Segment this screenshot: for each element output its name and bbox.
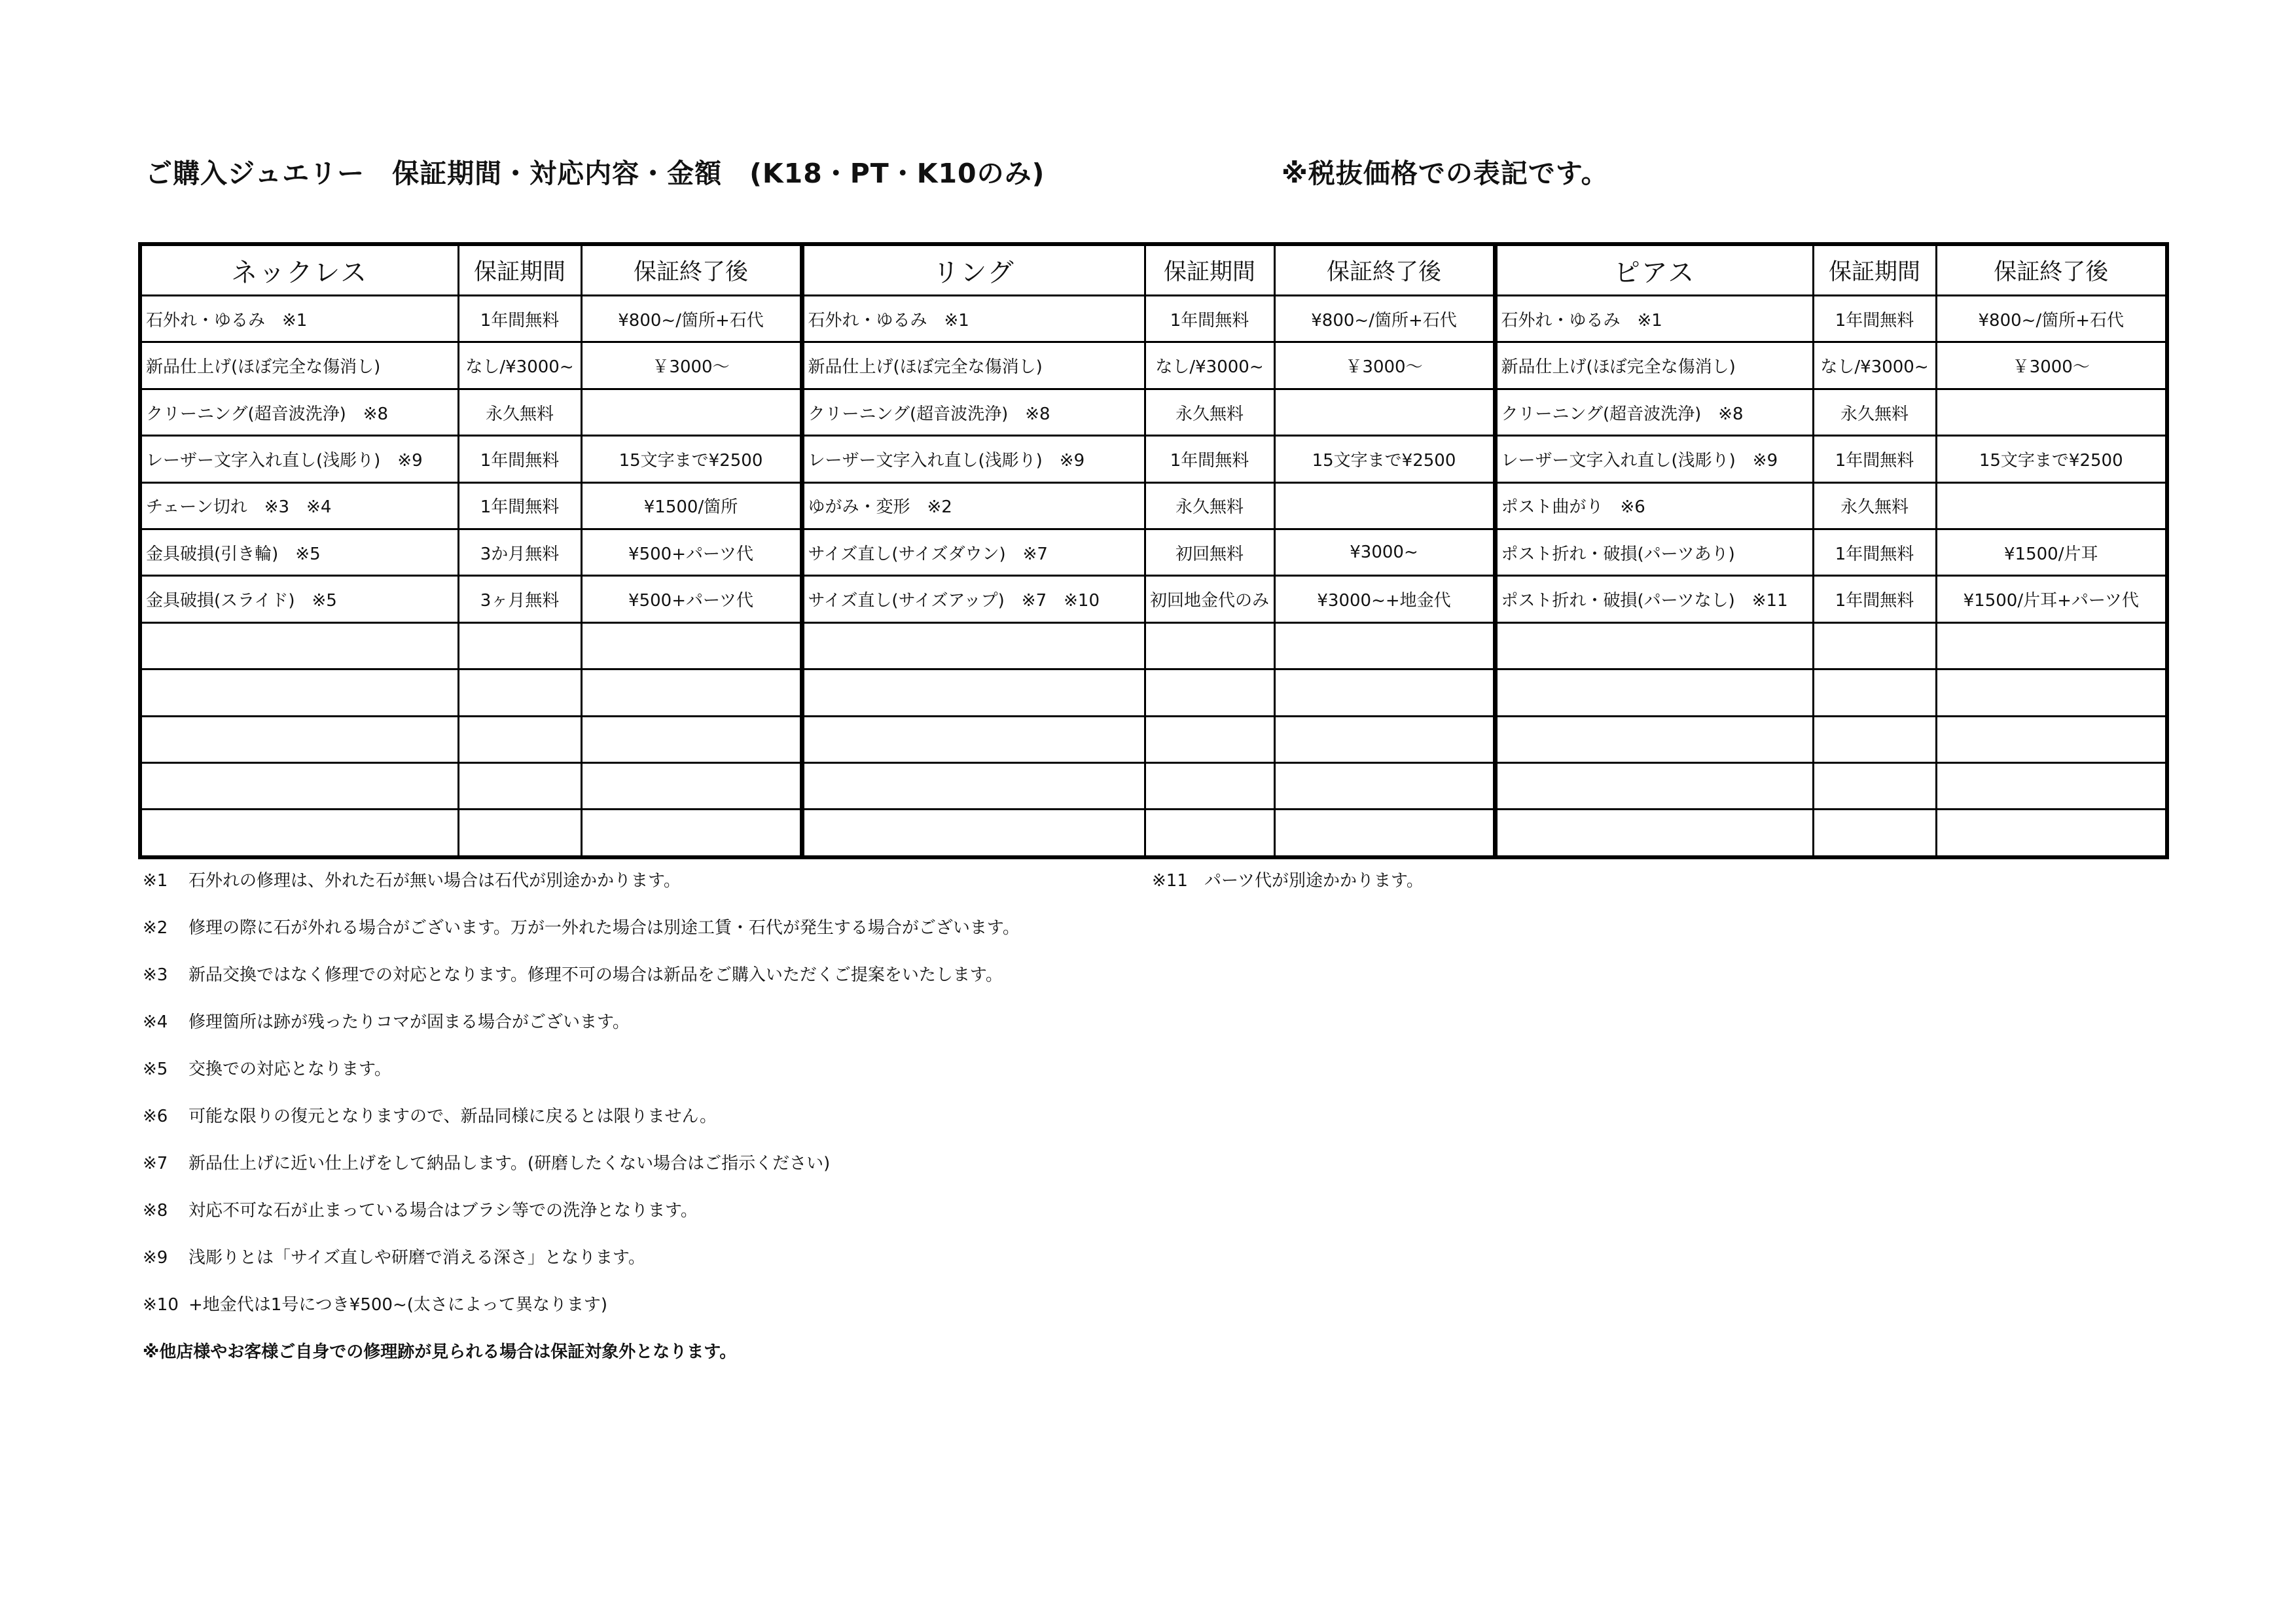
necklace-period-cell: なし/¥3000~ <box>458 342 581 389</box>
ring-after-cell: ￥3000～ <box>1274 342 1495 389</box>
period-header: 保証期間 <box>458 244 581 296</box>
table-header-row <box>140 244 2167 296</box>
footnote-item: ※10 +地金代は1号につき¥500~(太さによって異なります) <box>143 1295 608 1315</box>
pierce-item-cell <box>1495 763 1813 810</box>
necklace-item-cell <box>140 716 458 762</box>
ring-item-cell <box>802 669 1145 716</box>
table-row <box>140 296 2167 342</box>
ring-after-cell <box>1274 716 1495 762</box>
necklace-after-cell <box>581 763 802 810</box>
pierce-period-cell <box>1813 669 1936 716</box>
ring-item-cell: 新品仕上げ(ほぼ完全な傷消し) <box>802 342 1145 389</box>
pierce-item-cell: ポスト折れ・破損(パーツあり) <box>1495 529 1813 576</box>
pierce-period-cell <box>1813 763 1936 810</box>
table-row <box>140 763 2167 810</box>
ring-period-cell: 永久無料 <box>1145 482 1274 529</box>
necklace-period-cell: 1年間無料 <box>458 296 581 342</box>
footnote-item: ※3 新品交換ではなく修理での対応となります。修理不可の場合は新品をご購入いただくご提案をいたします。 <box>143 965 1003 985</box>
warranty-table <box>138 242 2169 859</box>
ring-period-cell <box>1145 810 1274 857</box>
footnote-item: ※11 パーツ代が別途かかります。 <box>1152 871 1424 891</box>
pierce-item-cell <box>1495 669 1813 716</box>
pierce-after-cell <box>1936 389 2167 435</box>
ring-after-cell <box>1274 763 1495 810</box>
table-row <box>140 529 2167 576</box>
ring-period-cell: 初回地金代のみ <box>1145 576 1274 622</box>
ring-period-cell: 初回無料 <box>1145 529 1274 576</box>
ring-period-cell: 永久無料 <box>1145 389 1274 435</box>
necklace-item-cell <box>140 763 458 810</box>
ring-period-cell: 1年間無料 <box>1145 296 1274 342</box>
pierce-after-cell <box>1936 810 2167 857</box>
table-row <box>140 576 2167 622</box>
pierce-item-cell: ポスト折れ・破損(パーツなし) ※11 <box>1495 576 1813 622</box>
tax-note: ※税抜価格での表記です。 <box>1282 158 1609 189</box>
necklace-after-cell <box>581 716 802 762</box>
pierce-item-cell: レーザー文字入れ直し(浅彫り) ※9 <box>1495 436 1813 482</box>
pierce-period-cell: 永久無料 <box>1813 482 1936 529</box>
pierce-after-cell: ¥800~/箇所+石代 <box>1936 296 2167 342</box>
pierce-period-cell: なし/¥3000~ <box>1813 342 1936 389</box>
table-row <box>140 389 2167 435</box>
pierce-item-cell: ポスト曲がり ※6 <box>1495 482 1813 529</box>
necklace-item-cell <box>140 669 458 716</box>
pierce-item-cell <box>1495 810 1813 857</box>
after-warranty-header: 保証終了後 <box>1274 244 1495 296</box>
necklace-item-cell <box>140 810 458 857</box>
pierce-after-cell <box>1936 622 2167 669</box>
ring-after-cell <box>1274 622 1495 669</box>
pierce-period-cell <box>1813 810 1936 857</box>
period-header: 保証期間 <box>1145 244 1274 296</box>
footnote-item: ※2 修理の際に石が外れる場合がございます。万が一外れた場合は別途工賃・石代が発生する場合がございます。 <box>143 918 1020 938</box>
ring-item-cell <box>802 716 1145 762</box>
pierce-after-cell <box>1936 482 2167 529</box>
ring-item-cell: レーザー文字入れ直し(浅彫り) ※9 <box>802 436 1145 482</box>
necklace-after-cell <box>581 389 802 435</box>
ring-after-cell <box>1274 389 1495 435</box>
necklace-period-cell <box>458 669 581 716</box>
ring-after-cell <box>1274 669 1495 716</box>
ring-after-cell: ¥3000~ <box>1274 529 1495 576</box>
category-header-necklace: ネックレス <box>140 244 458 296</box>
necklace-item-cell <box>140 622 458 669</box>
period-header: 保証期間 <box>1813 244 1936 296</box>
necklace-after-cell: 15文字まで¥2500 <box>581 436 802 482</box>
necklace-period-cell <box>458 622 581 669</box>
category-header-pierce: ピアス <box>1495 244 1813 296</box>
necklace-item-cell: 金具破損(スライド) ※5 <box>140 576 458 622</box>
ring-item-cell <box>802 622 1145 669</box>
ring-period-cell <box>1145 716 1274 762</box>
pierce-period-cell: 永久無料 <box>1813 389 1936 435</box>
necklace-period-cell: 永久無料 <box>458 389 581 435</box>
necklace-item-cell: 金具破損(引き輪) ※5 <box>140 529 458 576</box>
necklace-after-cell: ¥800~/箇所+石代 <box>581 296 802 342</box>
necklace-item-cell: 新品仕上げ(ほぼ完全な傷消し) <box>140 342 458 389</box>
table-row <box>140 436 2167 482</box>
ring-after-cell: ¥3000~+地金代 <box>1274 576 1495 622</box>
footnote-item: ※6 可能な限りの復元となりますので、新品同様に戻るとは限りません。 <box>143 1107 717 1126</box>
pierce-after-cell: ¥1500/片耳+パーツ代 <box>1936 576 2167 622</box>
ring-period-cell <box>1145 669 1274 716</box>
ring-item-cell: クリーニング(超音波洗浄) ※8 <box>802 389 1145 435</box>
ring-after-cell: ¥800~/箇所+石代 <box>1274 296 1495 342</box>
pierce-period-cell <box>1813 716 1936 762</box>
pierce-item-cell <box>1495 622 1813 669</box>
ring-item-cell: サイズ直し(サイズアップ) ※7 ※10 <box>802 576 1145 622</box>
ring-after-cell <box>1274 482 1495 529</box>
pierce-period-cell: 1年間無料 <box>1813 296 1936 342</box>
pierce-after-cell <box>1936 716 2167 762</box>
pierce-after-cell: ￥3000～ <box>1936 342 2167 389</box>
pierce-after-cell <box>1936 763 2167 810</box>
footnote-item: ※5 交換での対応となります。 <box>143 1060 391 1079</box>
necklace-item-cell: レーザー文字入れ直し(浅彫り) ※9 <box>140 436 458 482</box>
necklace-after-cell <box>581 669 802 716</box>
table-row <box>140 342 2167 389</box>
table-row <box>140 482 2167 529</box>
ring-period-cell: なし/¥3000~ <box>1145 342 1274 389</box>
pierce-item-cell: 新品仕上げ(ほぼ完全な傷消し) <box>1495 342 1813 389</box>
ring-item-cell <box>802 810 1145 857</box>
ring-after-cell: 15文字まで¥2500 <box>1274 436 1495 482</box>
pierce-after-cell: ¥1500/片耳 <box>1936 529 2167 576</box>
necklace-after-cell <box>581 622 802 669</box>
pierce-item-cell: クリーニング(超音波洗浄) ※8 <box>1495 389 1813 435</box>
footnote-item: ※1 石外れの修理は、外れた石が無い場合は石代が別途かかります。 <box>143 871 681 891</box>
ring-period-cell: 1年間無料 <box>1145 436 1274 482</box>
necklace-after-cell: ¥500+パーツ代 <box>581 576 802 622</box>
necklace-after-cell <box>581 810 802 857</box>
ring-period-cell <box>1145 763 1274 810</box>
disclaimer: ※他店様やお客様ご自身での修理跡が見られる場合は保証対象外となります。 <box>143 1342 737 1362</box>
necklace-after-cell: ￥3000～ <box>581 342 802 389</box>
necklace-item-cell: 石外れ・ゆるみ ※1 <box>140 296 458 342</box>
table-row <box>140 669 2167 716</box>
necklace-period-cell <box>458 810 581 857</box>
document-title: ご購入ジュエリー 保証期間・対応内容・金額 (K18・PT・K10のみ) <box>145 158 1045 189</box>
necklace-period-cell <box>458 716 581 762</box>
ring-after-cell <box>1274 810 1495 857</box>
footnote-item: ※8 対応不可な石が止まっている場合はブラシ等での洗浄となります。 <box>143 1201 698 1221</box>
ring-item-cell: ゆがみ・変形 ※2 <box>802 482 1145 529</box>
pierce-item-cell <box>1495 716 1813 762</box>
pierce-after-cell <box>1936 669 2167 716</box>
necklace-item-cell: クリーニング(超音波洗浄) ※8 <box>140 389 458 435</box>
footnote-item: ※9 浅彫りとは「サイズ直しや研磨で消える深さ」となります。 <box>143 1248 645 1268</box>
necklace-period-cell: 3ヶ月無料 <box>458 576 581 622</box>
necklace-after-cell: ¥1500/箇所 <box>581 482 802 529</box>
necklace-item-cell: チェーン切れ ※3 ※4 <box>140 482 458 529</box>
pierce-after-cell: 15文字まで¥2500 <box>1936 436 2167 482</box>
after-warranty-header: 保証終了後 <box>1936 244 2167 296</box>
ring-item-cell: サイズ直し(サイズダウン) ※7 <box>802 529 1145 576</box>
necklace-after-cell: ¥500+パーツ代 <box>581 529 802 576</box>
footnote-item: ※7 新品仕上げに近い仕上げをして納品します。(研磨したくない場合はご指示ください) <box>143 1154 831 1173</box>
necklace-period-cell: 1年間無料 <box>458 482 581 529</box>
necklace-period-cell <box>458 763 581 810</box>
necklace-period-cell: 3か月無料 <box>458 529 581 576</box>
after-warranty-header: 保証終了後 <box>581 244 802 296</box>
table-row <box>140 716 2167 762</box>
footnote-item: ※4 修理箇所は跡が残ったりコマが固まる場合がございます。 <box>143 1012 630 1032</box>
necklace-period-cell: 1年間無料 <box>458 436 581 482</box>
pierce-period-cell: 1年間無料 <box>1813 576 1936 622</box>
table-row <box>140 622 2167 669</box>
ring-period-cell <box>1145 622 1274 669</box>
pierce-period-cell <box>1813 622 1936 669</box>
ring-item-cell: 石外れ・ゆるみ ※1 <box>802 296 1145 342</box>
ring-item-cell <box>802 763 1145 810</box>
pierce-period-cell: 1年間無料 <box>1813 436 1936 482</box>
pierce-period-cell: 1年間無料 <box>1813 529 1936 576</box>
pierce-item-cell: 石外れ・ゆるみ ※1 <box>1495 296 1813 342</box>
table-row <box>140 810 2167 857</box>
category-header-ring: リング <box>802 244 1145 296</box>
